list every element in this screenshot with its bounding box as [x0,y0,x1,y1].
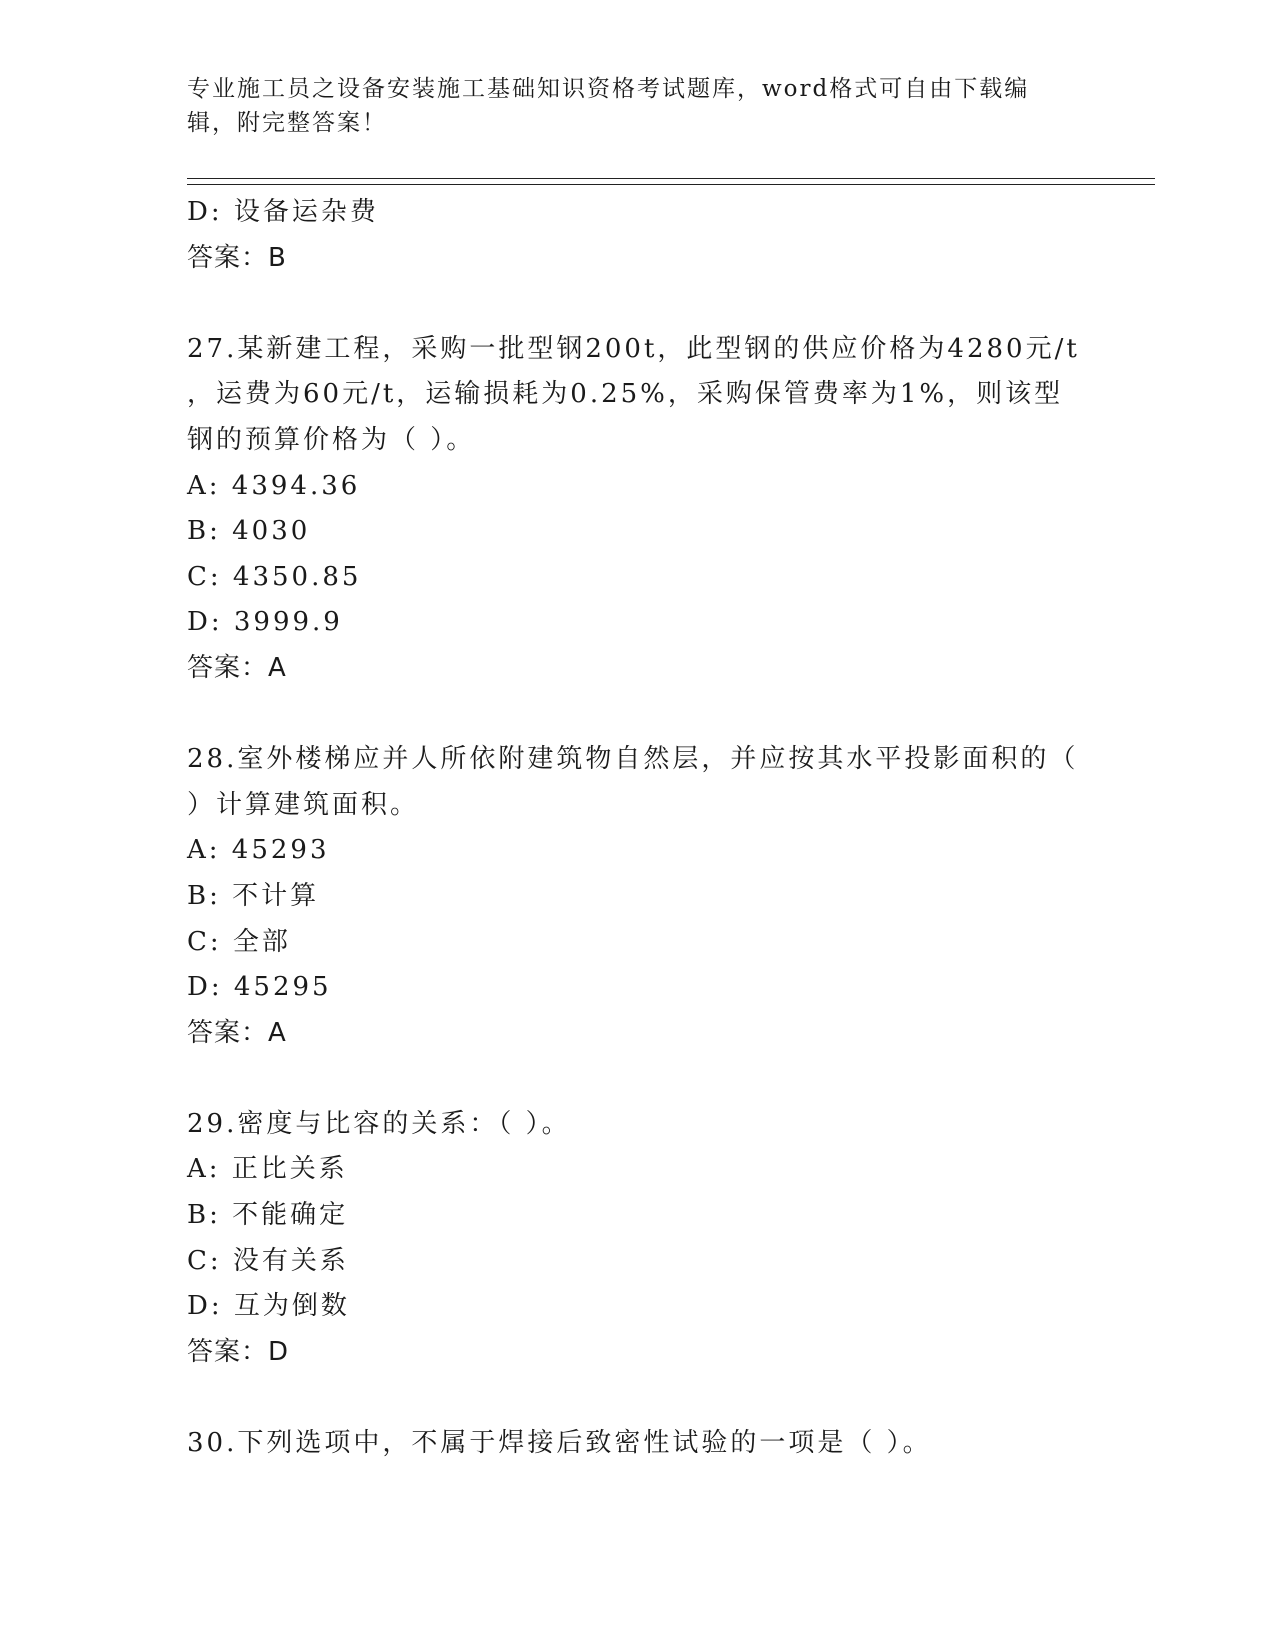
question-text-line: 钢的预算价格为（ ）。 [187,424,476,455]
option-d: D: 3999.9 [187,607,343,638]
option-b: B: 4030 [187,516,311,547]
header-title: 专业施工员之设备安装施工基础知识资格考试题库，word格式可自由下载编辑，附完整答案！ [187,76,1030,136]
option-b: B: 不计算 [187,880,320,911]
question-text-line: 29.密度与比容的关系：（ ）。 [187,1108,571,1139]
option-a: A: 4394.36 [187,470,361,501]
question-text-line: 30.下列选项中，不属于焊接后致密性试验的一项是（ ）。 [187,1428,932,1459]
answer-line: 答案：A [187,1017,287,1048]
question-28 [187,737,1087,1056]
option-d: D: 互为倒数 [187,1291,350,1322]
option-a: A: 45293 [187,835,330,866]
option-d: D: 设备运杂费 [187,197,379,227]
document-body [187,190,1087,1467]
option-c: C: 4350.85 [187,561,362,592]
answer-line: 答案：A [187,652,287,683]
option-b: B: 不能确定 [187,1200,349,1231]
option-c: C: 没有关系 [187,1245,349,1276]
answer-line: 答案：B [187,242,287,273]
question-29 [187,1102,1087,1376]
question-text-line: ）计算建筑面积。 [187,789,420,820]
option-c: C: 全部 [187,926,291,957]
question-text-line: ，运费为60元/t，运输损耗为0.25%，采购保管费率为1%，则该型 [187,379,1064,410]
question-text-line: 27.某新建工程，采购一批型钢200t，此型钢的供应价格为4280元/t [187,333,1080,364]
option-a: A: 正比关系 [187,1154,348,1185]
answer-line: 答案：D [187,1336,290,1367]
previous-question-tail [187,190,1087,281]
page-header [187,72,1067,140]
option-d: D: 45295 [187,972,332,1003]
question-30 [187,1421,1087,1467]
header-double-rule [187,178,1155,185]
question-27 [187,327,1087,692]
question-text-line: 28.室外楼梯应并人所依附建筑物自然层，并应按其水平投影面积的（ [187,744,1079,775]
